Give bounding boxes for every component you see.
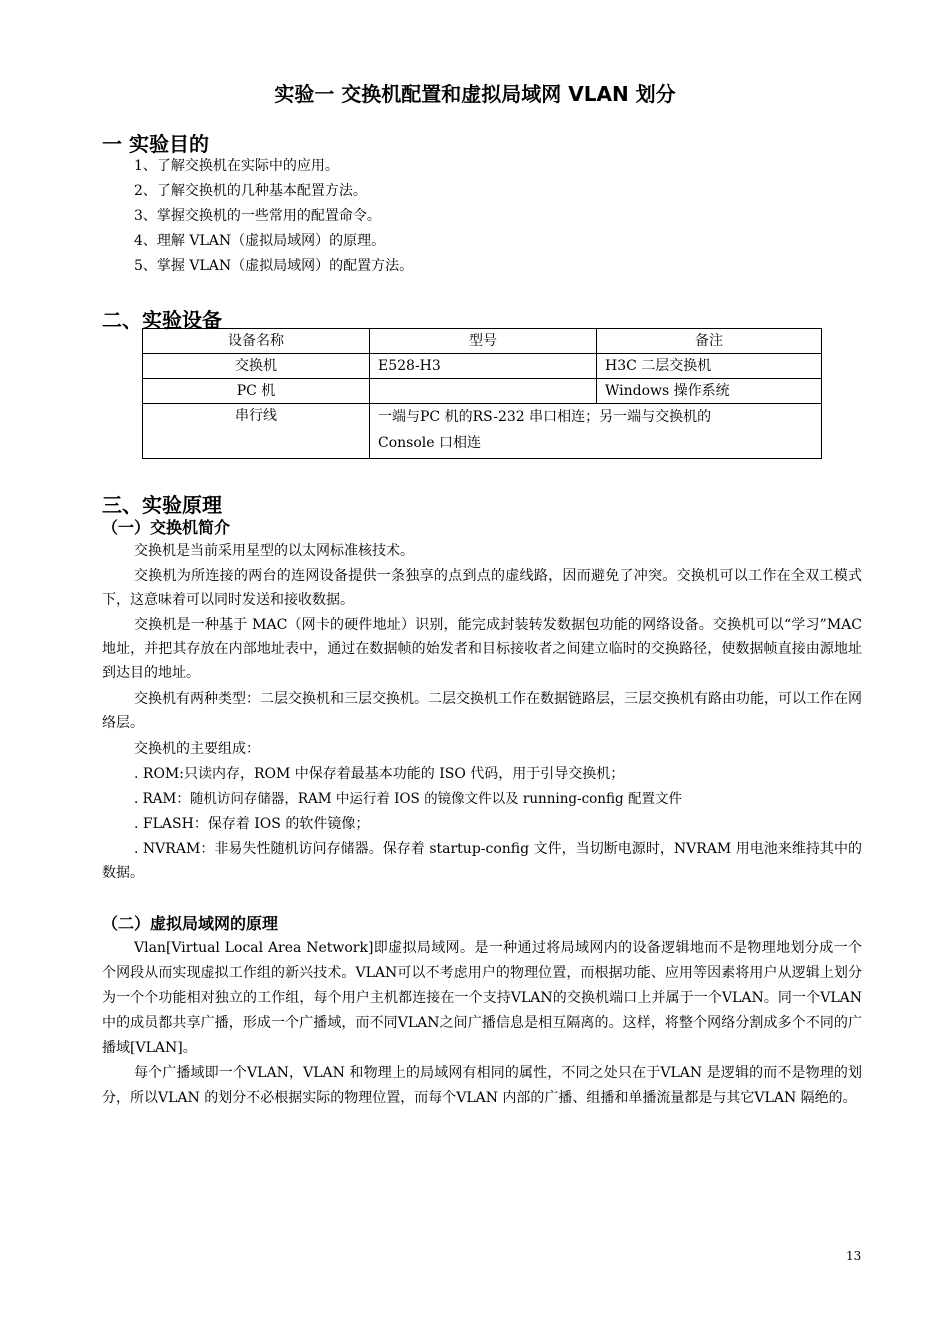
paragraph: 交换机有两种类型：二层交换机和三层交换机。二层交换机工作在数据链路层，三层交换机有路由功能，可以工作在网络层。: [102, 691, 862, 731]
table-cell: PC 机: [143, 379, 370, 404]
table-cell: 串行线: [143, 404, 370, 459]
table-cell: E528-H3: [370, 354, 597, 379]
objective-item: 3、掌握交换机的一些常用的配置命令。: [134, 208, 381, 224]
table-header-cell: 备注: [597, 329, 822, 354]
subsection-heading-switch: （一）交换机简介: [102, 518, 231, 537]
paragraph: 交换机是一种基于 MAC（网卡的硬件地址）识别，能完成封装转发数据包功能的网络设备。交换机可以“学习”MAC 地址，并把其存放在内部地址表中，通过在数据帧的始发者和目标接收者之间建立临时的交换路径，使数据帧直接由源地址到达目的地址。: [102, 617, 862, 681]
equipment-table: [142, 328, 822, 459]
table-row: [143, 404, 822, 459]
objective-item: 5、掌握 VLAN（虚拟局域网）的配置方法。: [134, 258, 414, 274]
section-heading-principles: 三、实验原理: [102, 493, 222, 517]
component-item: . ROM:只读内存，ROM 中保存着最基本功能的 ISO 代码，用于引导交换机；: [134, 766, 625, 782]
table-cell: H3C 二层交换机: [597, 354, 822, 379]
table-row: [143, 379, 822, 404]
section-heading-objectives: 一 实验目的: [102, 132, 209, 156]
page-number: 13: [846, 1249, 862, 1263]
table-cell-line: 一端与PC 机的RS-232 串口相连；另一端与交换机的: [378, 409, 712, 425]
table-cell: [370, 379, 597, 404]
table-header-cell: 型号: [370, 329, 597, 354]
paragraph: 每个广播域即一个VLAN，VLAN 和物理上的局域网有相同的属性，不同之处只在于VLAN 是逻辑的而不是物理的划分，所以VLAN 的划分不必根据实际的物理位置，而每个VLAN 内部的广播、组播和单播流量都是与其它VLAN 隔绝的。: [102, 1065, 862, 1106]
paragraph: Vlan[Virtual Local Area Network]即虚拟局域网。是一种通过将局域网内的设备逻辑地而不是物理地划分成一个个网段从而实现虚拟工作组的新兴技术。VLAN可以不考虑用户的物理位置，而根据功能、应用等因素将用户从逻辑上划分为一个个功能相对独立的工作组，每个用户主机都连接在一个支持VLAN的交换机端口上并属于一个VLAN。同一个VLAN中的成员都共享广播，形成一个广播域，而不同VLAN之间广播信息是相互隔离的。这样，将整个网络分割成多个不同的广播域[VLAN]。: [102, 940, 862, 1056]
paragraph: 交换机的主要组成：: [134, 741, 260, 757]
component-item: . RAM：随机访问存储器，RAM 中运行着 IOS 的镜像文件以及 running-config 配置文件: [134, 791, 682, 807]
subsection-heading-vlan: （二）虚拟局域网的原理: [102, 914, 279, 933]
component-item: . FLASH：保存着 IOS 的软件镜像；: [134, 816, 370, 832]
document-title: 实验一 交换机配置和虚拟局域网 VLAN 划分: [274, 82, 676, 106]
table-cell: 交换机: [143, 354, 370, 379]
paragraph: 交换机为所连接的两台的连网设备提供一条独享的点到点的虚线路，因而避免了冲突。交换机可以工作在全双工模式下，这意味着可以同时发送和接收数据。: [102, 568, 862, 608]
table-cell-line: Console 口相连: [378, 435, 481, 451]
component-item: . NVRAM：非易失性随机访问存储器。保存着 startup-config 文件，当切断电源时，NVRAM 用电池来维持其中的数据。: [102, 841, 862, 881]
table-cell-merged: [370, 404, 822, 459]
objective-item: 4、理解 VLAN（虚拟局域网）的原理。: [134, 233, 386, 249]
section-heading-equipment: 二、实验设备: [102, 308, 222, 332]
table-header-row: [143, 329, 822, 354]
objective-item: 1、了解交换机在实际中的应用。: [134, 158, 339, 174]
table-header-cell: 设备名称: [143, 329, 370, 354]
table-cell: Windows 操作系统: [597, 379, 822, 404]
paragraph: 交换机是当前采用星型的以太网标准核技术。: [134, 543, 414, 559]
table-row: [143, 354, 822, 379]
objective-item: 2、了解交换机的几种基本配置方法。: [134, 183, 367, 199]
